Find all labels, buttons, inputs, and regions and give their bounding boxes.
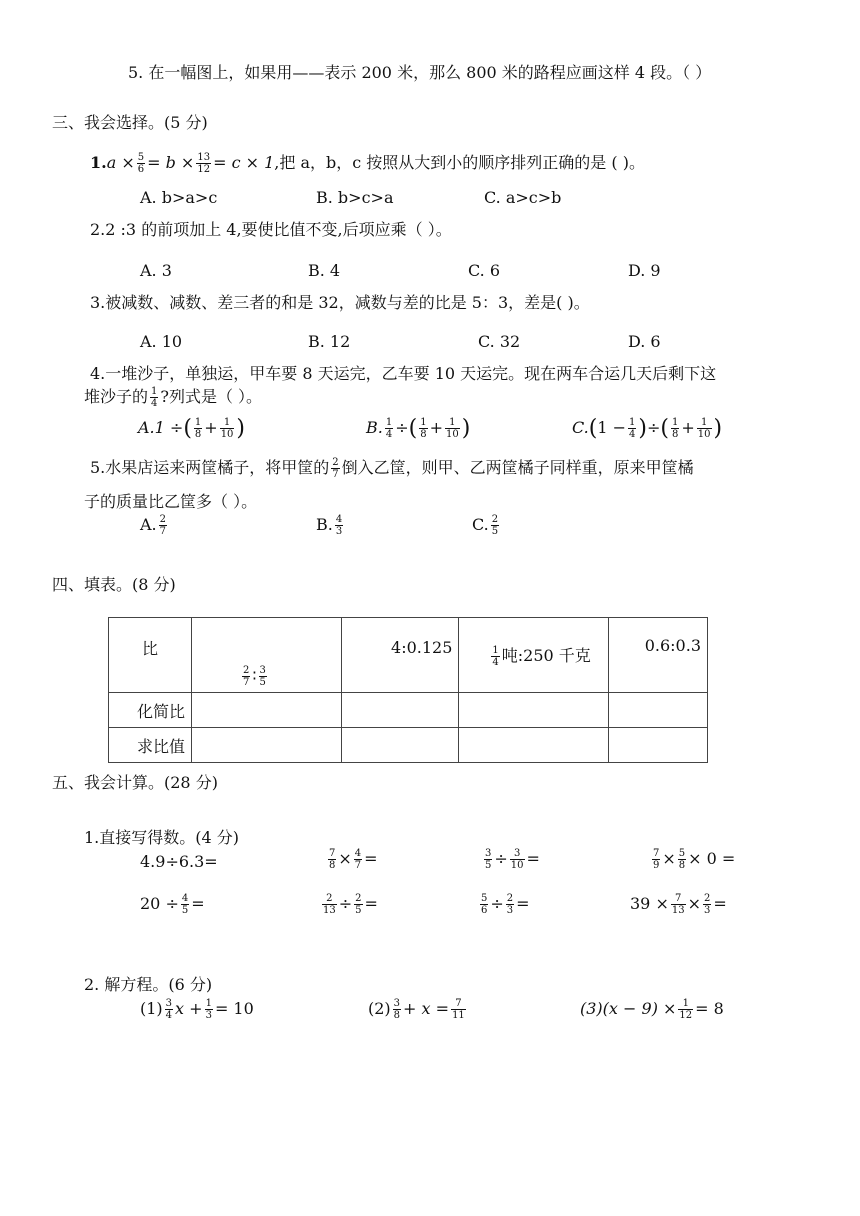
section-4-title: 四、填表。(8 分) [52, 575, 176, 594]
calc-4: $\frac{7}{9}$ × $\frac{5}{8}$ × 0 = [653, 848, 736, 871]
part-1-title: 1.直接写得数。(4 分) [84, 828, 240, 847]
q3-option-c: C. 32 [478, 332, 521, 351]
q1-fraction-2: $\frac{13}{12}$ [197, 152, 211, 175]
q2-option-c: C. 6 [468, 261, 501, 280]
ratio-cell-1: $\frac{2}{7}$ ∶ $\frac{3}{5}$ [192, 618, 342, 693]
question-3-2: 2.2 :3 的前项加上 4,要使比值不变,后项应乘（ ）。 [90, 220, 452, 239]
ratio-cell-3: $\frac{1}{4}$ 吨:250 千克 [459, 618, 608, 693]
q1-fraction-1: $\frac{5}{6}$ [137, 152, 145, 175]
ratio-cell-4: 0.6:0.3 [608, 618, 707, 693]
q1-expr-c: = c × 1 [213, 153, 275, 172]
section-5-title: 五、我会计算。(28 分) [52, 773, 218, 792]
q5-option-a: A. $\frac{2}{7}$ [140, 514, 167, 537]
calc-8: 39 × $\frac{7}{13}$ × $\frac{2}{3}$ = [630, 893, 727, 916]
q5-option-c: C. $\frac{2}{5}$ [472, 514, 499, 537]
q4-option-c: C.(1 − $\frac{1}{4}$ )÷( $\frac{1}{8}$ + $\frac{1}{10}$ ) [572, 416, 723, 441]
q2-option-a: A. 3 [140, 261, 172, 280]
question-3-1 [90, 150, 645, 175]
q1-option-c: C. a>c>b [484, 188, 562, 207]
table-row [109, 693, 708, 728]
question-3-5-line1 [90, 455, 694, 480]
calc-5: 20 ÷ $\frac{4}{5}$ = [140, 893, 205, 916]
answer-cell[interactable] [192, 693, 342, 728]
q4-option-b: B. $\frac{1}{4}$ ÷( $\frac{1}{8}$ + $\frac{1}{10}$ ) [366, 416, 471, 441]
q2-option-b: B. 4 [308, 261, 341, 280]
q3-option-d: D. 6 [628, 332, 661, 351]
q1-prefix: 1. [90, 153, 107, 172]
q4-line2-prefix: 堆沙子的 [84, 387, 149, 406]
calc-7: $\frac{5}{6}$ ÷ $\frac{2}{3}$ = [481, 893, 530, 916]
section-3-title: 三、我会选择。(5 分) [52, 113, 208, 132]
row-label-ratio-value: 求比值 [109, 728, 192, 763]
equation-3: (3)(x − 9) × $\frac{1}{12}$ = 8 [580, 998, 724, 1021]
q2-option-d: D. 9 [628, 261, 661, 280]
q1-option-a: A. b>a>c [140, 188, 218, 207]
q5-fraction: $\frac{2}{7}$ [332, 457, 339, 480]
judge-item-5: 5. 在一幅图上，如果用——表示 200 米，那么 800 米的路程应画这样 4 段。（ ） [128, 63, 712, 82]
calc-3: $\frac{3}{5}$ ÷ $\frac{3}{10}$ = [485, 848, 540, 871]
ratio-cell-2: 4:0.125 [341, 618, 459, 693]
answer-cell[interactable] [608, 728, 707, 763]
table-row [109, 728, 708, 763]
q4-line2-suffix: ?列式是（ ）。 [160, 387, 263, 406]
row-label-ratio: 比 [109, 618, 192, 693]
q1-option-b: B. b>c>a [316, 188, 394, 207]
answer-cell[interactable] [608, 693, 707, 728]
calc-6: $\frac{2}{13}$ ÷ $\frac{2}{5}$ = [323, 893, 378, 916]
calc-2: $\frac{7}{8}$ × $\frac{4}{7}$ = [329, 848, 378, 871]
answer-cell[interactable] [192, 728, 342, 763]
q3-option-a: A. 10 [140, 332, 183, 351]
equation-1: (1) $\frac{3}{4}$ x + $\frac{1}{3}$ = 10 [140, 998, 254, 1021]
q5-option-b: B. $\frac{4}{3}$ [316, 514, 343, 537]
q5-line1-prefix: 5.水果店运来两筐橘子，将甲筐的 [90, 458, 330, 477]
q1-text: ,把 a，b，c 按照从大到小的顺序排列正确的是 ( )。 [274, 153, 645, 172]
q1-expr-a: a × [106, 153, 135, 172]
answer-cell[interactable] [459, 693, 608, 728]
q1-expr-b: = b × [147, 153, 195, 172]
question-3-4-line1: 4.一堆沙子，单独运，甲车要 8 天运完，乙车要 10 天运完。现在两车合运几天后剩下这 [90, 364, 717, 383]
calc-1: 4.9÷6.3= [140, 852, 218, 871]
question-3-3: 3.被减数、减数、差三者的和是 32，减数与差的比是 5：3，差是( )。 [90, 293, 590, 312]
part-2-title: 2. 解方程。(6 分) [84, 975, 213, 994]
q5-line1-suffix: 倒入乙筐，则甲、乙两筐橘子同样重，原来甲筐橘 [341, 458, 694, 477]
table-row [109, 618, 708, 693]
question-3-5-line2: 子的质量比乙筐多（ ）。 [84, 492, 258, 511]
q4-fraction: $\frac{1}{4}$ [151, 386, 158, 409]
ratio-table [108, 617, 708, 763]
answer-cell[interactable] [341, 693, 459, 728]
answer-cell[interactable] [459, 728, 608, 763]
equation-2: (2) $\frac{3}{8}$ + x = $\frac{7}{11}$ [368, 998, 465, 1021]
row-label-simplify: 化简比 [109, 693, 192, 728]
q4-option-a: A.1 ÷( $\frac{1}{8}$ + $\frac{1}{10}$ ) [138, 416, 246, 441]
q3-option-b: B. 12 [308, 332, 351, 351]
question-3-4-line2 [84, 384, 262, 409]
answer-cell[interactable] [341, 728, 459, 763]
